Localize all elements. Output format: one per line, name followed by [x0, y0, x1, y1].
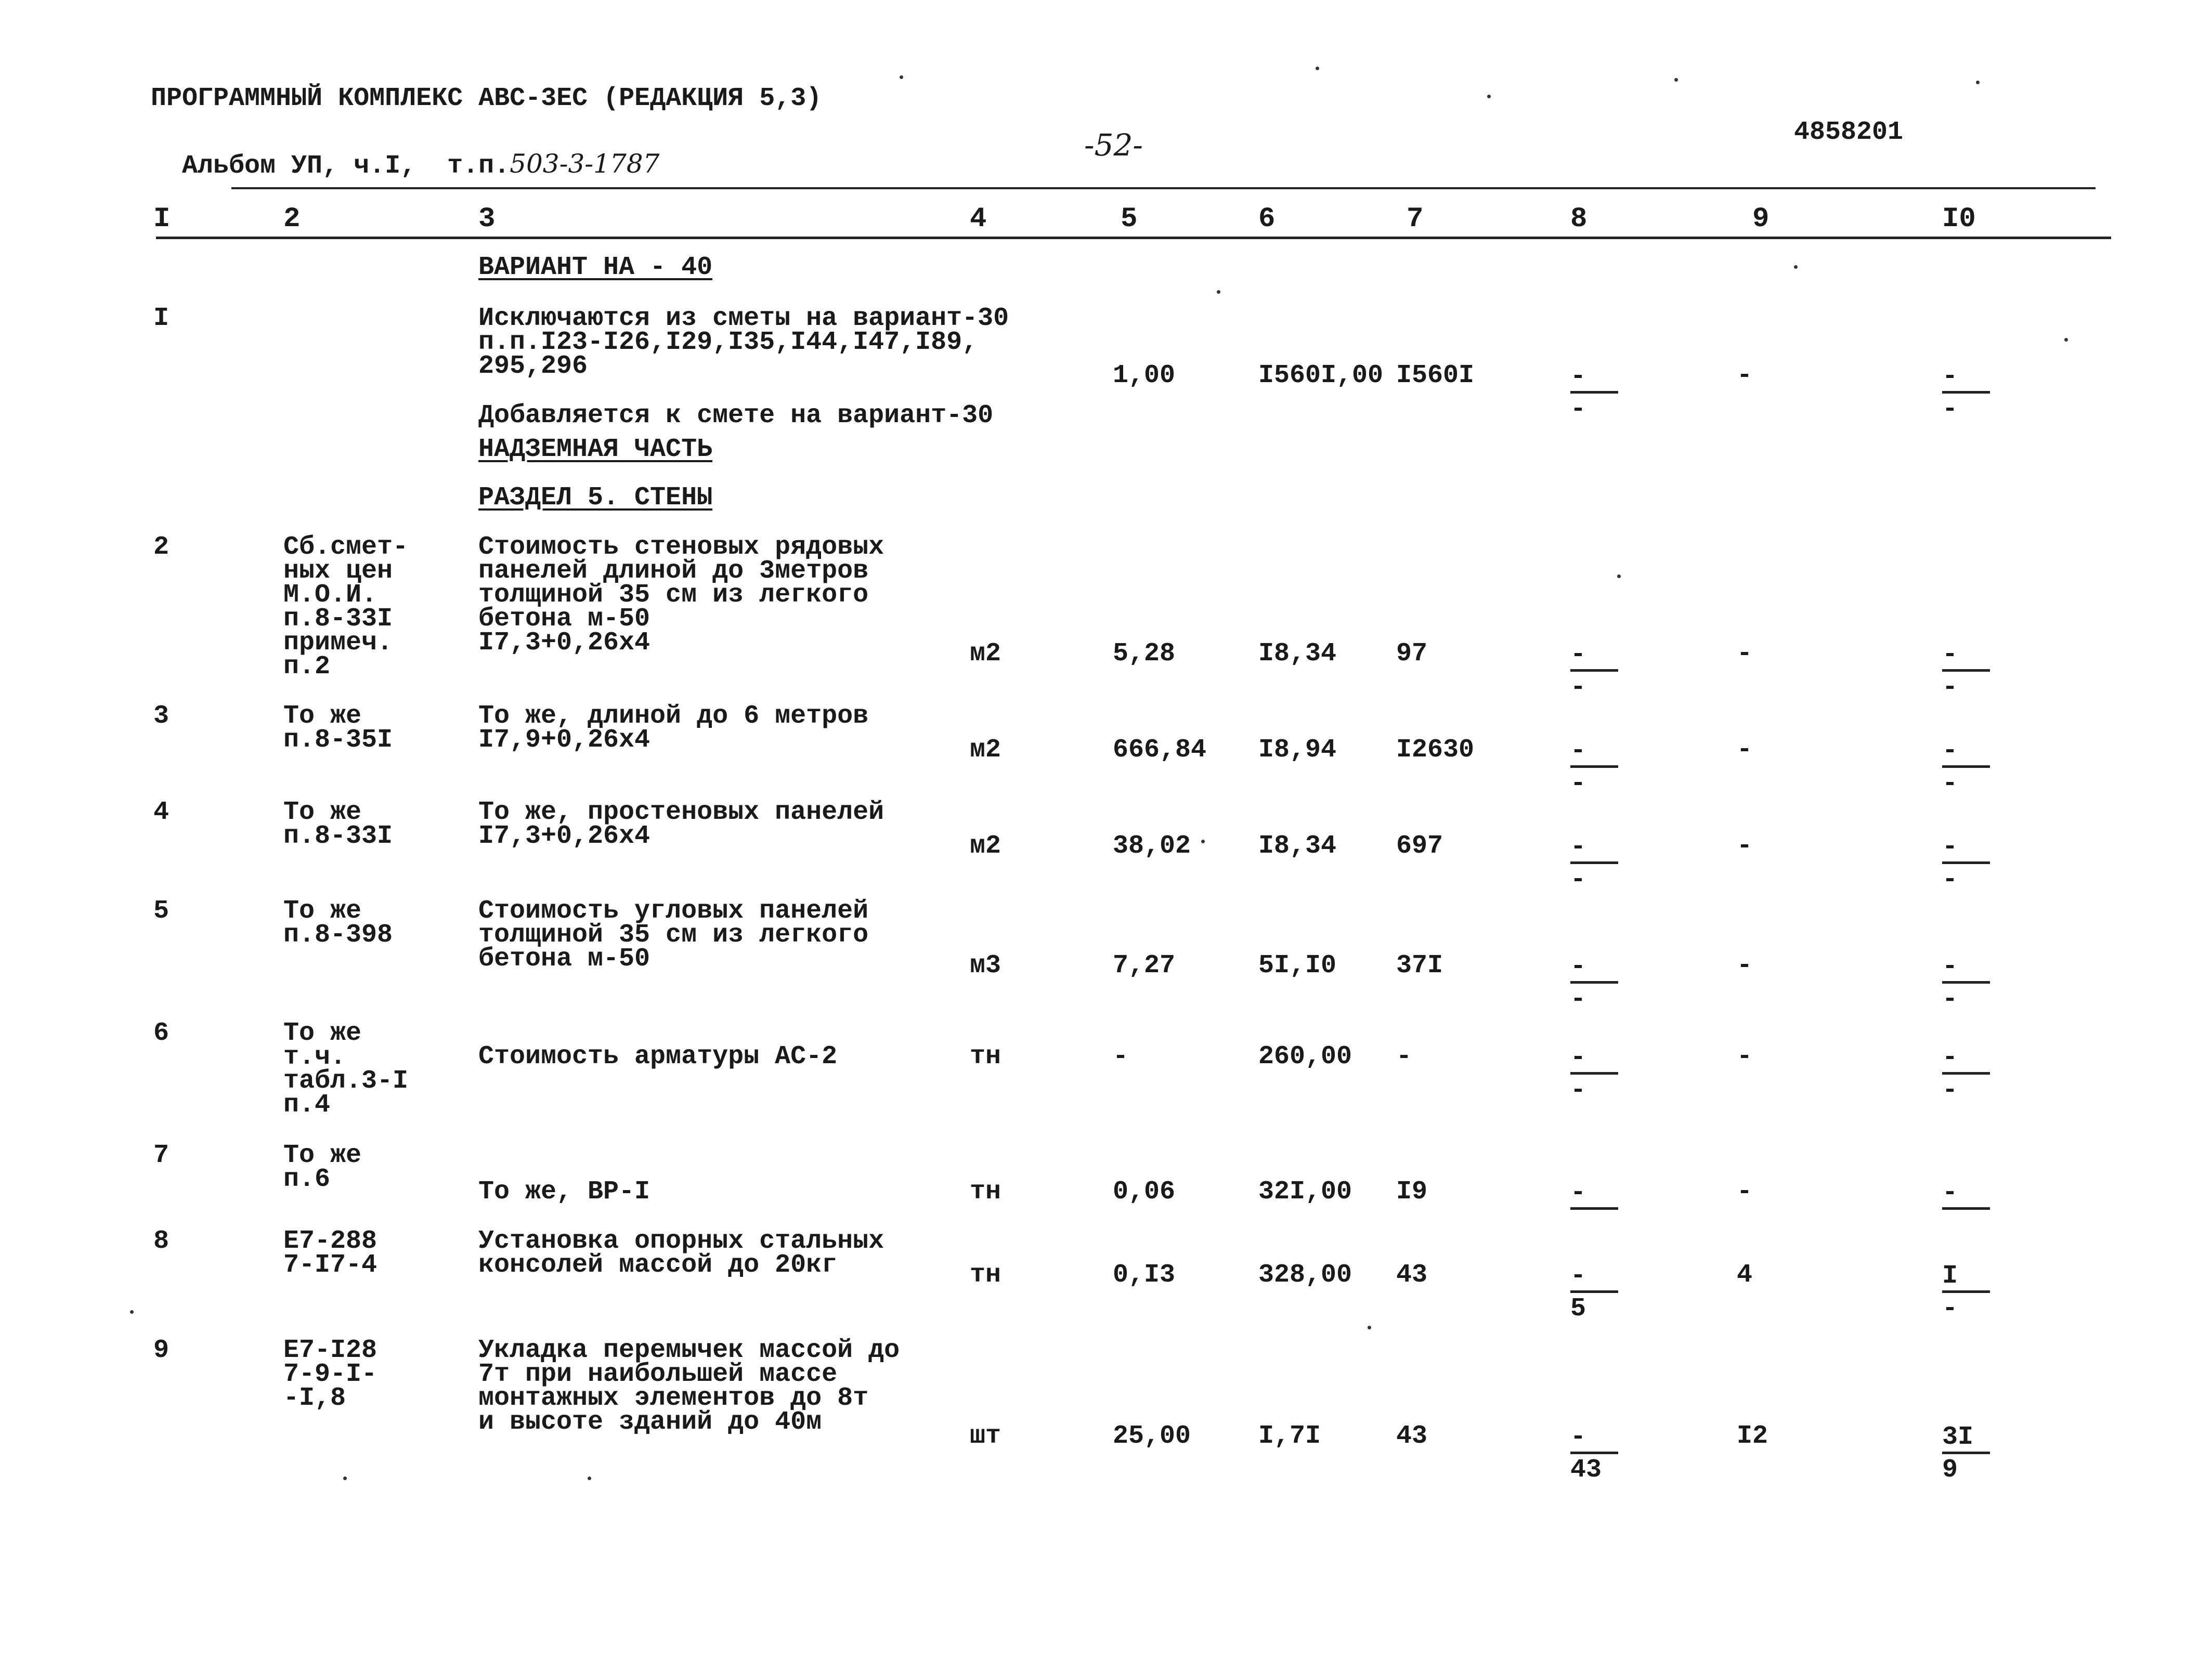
- row-number: 3: [153, 701, 170, 731]
- row-col8-fraction-numerator: -: [1570, 1043, 1586, 1073]
- row-unit: м3: [970, 951, 1001, 981]
- row-col10-fraction-denominator: -: [1942, 673, 1958, 702]
- row-col10-fraction: [1942, 1045, 1990, 1104]
- row-col8-fraction: [1570, 954, 1618, 1013]
- page-number: -52-: [1084, 127, 1143, 163]
- row-col10-fraction-denominator: -: [1942, 395, 1958, 424]
- row-col10-fraction: [1942, 642, 1990, 701]
- row-col8-fraction: [1570, 1422, 1618, 1485]
- scan-speck: [1674, 78, 1678, 82]
- row-number: 4: [153, 798, 170, 827]
- row-unit: м2: [970, 735, 1001, 765]
- row-total: 697: [1396, 831, 1443, 861]
- section-heading: РАЗДЕЛ 5. СТЕНЫ: [478, 483, 713, 513]
- scan-speck: [1487, 95, 1491, 98]
- row-unit: тн: [970, 1177, 1001, 1207]
- row-quantity: 5,28: [1113, 639, 1176, 669]
- row-col8-fraction-numerator: -: [1570, 832, 1586, 862]
- row-col10-fraction: [1942, 1263, 1990, 1322]
- row-col10-fraction-denominator: -: [1942, 1076, 1958, 1105]
- row-total: 43: [1396, 1260, 1428, 1290]
- row-description: Укладка перемычек массой до 7т при наибольшей массе монтажных элементов до 8т и высоте зданий до 40м: [478, 1336, 900, 1437]
- scan-speck: [1617, 574, 1621, 578]
- row-col10-fraction-numerator: -: [1942, 362, 1958, 391]
- tp-number: 503-3-1787: [510, 149, 660, 179]
- row-unit: тн: [970, 1260, 1001, 1290]
- part-heading: НАДЗЕМНАЯ ЧАСТЬ: [478, 435, 713, 464]
- row-description: Установка опорных стальных консолей массой до 20кг: [478, 1226, 884, 1280]
- row-col8-fraction-numerator: -: [1570, 1261, 1586, 1291]
- scan-speck: [1368, 1326, 1371, 1329]
- row-description: Стоимость стеновых рядовых панелей длиной до 3метров толщиной 35 см из легкого бетона м-50 I7,3+0,26x4: [478, 532, 884, 658]
- row-col10-fraction-denominator: -: [1942, 985, 1958, 1014]
- album-label: Альбом УП, ч.I,: [182, 151, 417, 181]
- row-unit-price: I8,34: [1258, 831, 1337, 861]
- scan-speck: [1217, 290, 1220, 294]
- row-unit-price: 260,00: [1258, 1042, 1352, 1072]
- row-quantity: 0,I3: [1113, 1260, 1176, 1290]
- row-number: 7: [153, 1141, 170, 1170]
- column-number-7: 7: [1407, 203, 1424, 235]
- row-reference: То же п.8-398: [283, 896, 393, 950]
- row-col10-fraction: [1942, 738, 1990, 797]
- row-col8-fraction: [1570, 738, 1618, 797]
- row-col8-fraction: [1570, 364, 1618, 423]
- row-reference: То же п.6: [283, 1141, 362, 1194]
- row-total: I2630: [1396, 735, 1475, 765]
- scan-speck: [900, 75, 903, 79]
- variant-heading: ВАРИАНТ НА - 40: [478, 253, 713, 282]
- row-col10-fraction-denominator: -: [1942, 865, 1958, 895]
- row-col9: I2: [1737, 1421, 1768, 1451]
- row-col10-fraction-numerator: -: [1942, 832, 1958, 862]
- row-col10-fraction-numerator: -: [1942, 1043, 1958, 1073]
- row-quantity: 25,00: [1113, 1421, 1191, 1451]
- row-col8-fraction-numerator: -: [1570, 1178, 1586, 1208]
- row-number: 2: [153, 532, 170, 562]
- column-number-10: I0: [1942, 203, 1976, 235]
- row-reference: То же п.8-35I: [283, 701, 393, 755]
- row-col10-fraction-numerator: 3I: [1942, 1422, 1974, 1452]
- column-number-4: 4: [970, 203, 987, 235]
- row-total: I9: [1396, 1177, 1428, 1207]
- scan-speck: [588, 1477, 591, 1480]
- row-col10-fraction-denominator: 9: [1942, 1455, 1958, 1485]
- row-description: То же, ВР-I: [478, 1177, 650, 1207]
- row-unit-price: 32I,00: [1258, 1177, 1352, 1207]
- row-number: 6: [153, 1018, 170, 1048]
- row-col10-fraction-numerator: -: [1942, 736, 1958, 766]
- row-reference: Е7-288 7-I7-4: [283, 1226, 378, 1280]
- row-col8-fraction-denominator: -: [1570, 769, 1586, 799]
- row-col9: -: [1737, 831, 1753, 861]
- row-col8-fraction-numerator: -: [1570, 952, 1586, 982]
- column-number-6: 6: [1258, 203, 1276, 235]
- row-col10-fraction: [1942, 1422, 1990, 1485]
- row-quantity: -: [1113, 1042, 1129, 1072]
- header-rule-bottom: [156, 237, 2111, 239]
- row-col9: -: [1737, 735, 1753, 765]
- row-unit: м2: [970, 639, 1001, 669]
- document-number: 4858201: [1794, 117, 1904, 147]
- row-col9: -: [1737, 1177, 1753, 1207]
- row-col8-fraction-denominator: -: [1570, 985, 1586, 1014]
- row-description: Исключаются из сметы на вариант-30 п.п.I23-I26,I29,I35,I44,I47,I89, 295,296: [478, 304, 1009, 381]
- row-unit-price: I,7I: [1258, 1421, 1321, 1451]
- added-heading: Добавляется к смете на вариант-30: [478, 401, 994, 430]
- row-col8-fraction-numerator: -: [1570, 640, 1586, 670]
- row-col10-fraction-numerator: I: [1942, 1261, 1958, 1291]
- column-number-2: 2: [283, 203, 301, 235]
- column-number-5: 5: [1121, 203, 1138, 235]
- row-col10-fraction-numerator: -: [1942, 640, 1958, 670]
- row-total: 37I: [1396, 951, 1443, 981]
- row-number: 9: [153, 1336, 170, 1365]
- row-col9: -: [1737, 639, 1753, 669]
- row-quantity: 7,27: [1113, 951, 1176, 981]
- row-reference: То же т.ч. табл.3-I п.4: [283, 1018, 409, 1120]
- row-col9: -: [1737, 951, 1753, 981]
- row-col8-fraction-numerator: -: [1570, 362, 1586, 391]
- scan-speck: [130, 1310, 134, 1314]
- row-number: I: [153, 304, 170, 333]
- row-unit-price: 328,00: [1258, 1260, 1352, 1290]
- row-col8-fraction-denominator: -: [1570, 395, 1586, 424]
- row-col8-fraction-denominator: -: [1570, 1076, 1586, 1105]
- row-total: -: [1396, 1042, 1412, 1072]
- row-col9: -: [1737, 361, 1753, 390]
- row-col8-fraction-numerator: -: [1570, 1422, 1586, 1452]
- row-reference: Сб.смет- ных цен М.О.И. п.8-33I примеч. п.2: [283, 532, 409, 682]
- row-col10-fraction: [1942, 1180, 1990, 1213]
- row-reference: Е7-I28 7-9-I- -I,8: [283, 1336, 378, 1413]
- row-description: Стоимость арматуры АС-2: [478, 1042, 838, 1072]
- row-unit: тн: [970, 1042, 1001, 1072]
- row-description: Стоимость угловых панелей толщиной 35 см из легкого бетона м-50: [478, 896, 869, 974]
- row-quantity: 1,00: [1113, 361, 1176, 390]
- row-quantity: 666,84: [1113, 735, 1207, 765]
- scan-speck: [2064, 338, 2068, 342]
- row-unit-price: I8,34: [1258, 639, 1337, 669]
- column-number-8: 8: [1570, 203, 1588, 235]
- row-col8-fraction-denominator: -: [1570, 865, 1586, 895]
- scan-speck: [1794, 265, 1798, 269]
- column-number-9: 9: [1752, 203, 1769, 235]
- row-col8-fraction-denominator: 43: [1570, 1455, 1602, 1485]
- row-unit: м2: [970, 831, 1001, 861]
- column-number-1: I: [153, 203, 171, 235]
- program-title: ПРОГРАММНЫЙ КОМПЛЕКС АВС-3ЕС (РЕДАКЦИЯ 5,3): [151, 84, 822, 113]
- row-col8-fraction: [1570, 1045, 1618, 1104]
- row-col9: 4: [1737, 1260, 1753, 1290]
- album-line: [151, 125, 659, 179]
- row-reference: То же п.8-33I: [283, 798, 393, 851]
- row-unit: шт: [970, 1421, 1001, 1451]
- tp-label: т.п.: [447, 151, 510, 181]
- row-col8-fraction-denominator: -: [1570, 673, 1586, 702]
- scan-speck: [1316, 67, 1319, 70]
- row-col10-fraction-denominator: -: [1942, 769, 1958, 799]
- row-unit-price: 5I,I0: [1258, 951, 1337, 981]
- row-col8-fraction-numerator: -: [1570, 736, 1586, 766]
- header-rule-top: [231, 187, 2096, 189]
- scan-speck: [1976, 81, 1980, 84]
- row-col8-fraction: [1570, 834, 1618, 893]
- row-col9: -: [1737, 1042, 1753, 1072]
- row-total: 43: [1396, 1421, 1428, 1451]
- row-number: 5: [153, 896, 170, 926]
- row-quantity: 38,02: [1113, 831, 1191, 861]
- row-col8-fraction-denominator: 5: [1570, 1294, 1586, 1324]
- row-unit-price: I560I,00: [1258, 361, 1384, 390]
- column-number-3: 3: [478, 203, 496, 235]
- row-description: То же, простеновых панелей I7,3+0,26x4: [478, 798, 884, 851]
- scan-speck: [343, 1477, 347, 1480]
- row-total: I560I: [1396, 361, 1475, 390]
- row-col10-fraction: [1942, 834, 1990, 893]
- row-col8-fraction: [1570, 1180, 1618, 1213]
- row-total: 97: [1396, 639, 1428, 669]
- row-quantity: 0,06: [1113, 1177, 1176, 1207]
- row-unit-price: I8,94: [1258, 735, 1337, 765]
- row-col8-fraction: [1570, 642, 1618, 701]
- row-number: 8: [153, 1226, 170, 1256]
- row-col10-fraction-denominator: -: [1942, 1294, 1958, 1324]
- row-description: То же, длиной до 6 метров I7,9+0,26x4: [478, 701, 869, 755]
- row-col10-fraction: [1942, 954, 1990, 1013]
- row-col10-fraction-numerator: -: [1942, 952, 1958, 982]
- scan-speck: [1201, 840, 1205, 843]
- row-col10-fraction-numerator: -: [1942, 1178, 1958, 1208]
- row-col10-fraction: [1942, 364, 1990, 423]
- row-col8-fraction: [1570, 1263, 1618, 1322]
